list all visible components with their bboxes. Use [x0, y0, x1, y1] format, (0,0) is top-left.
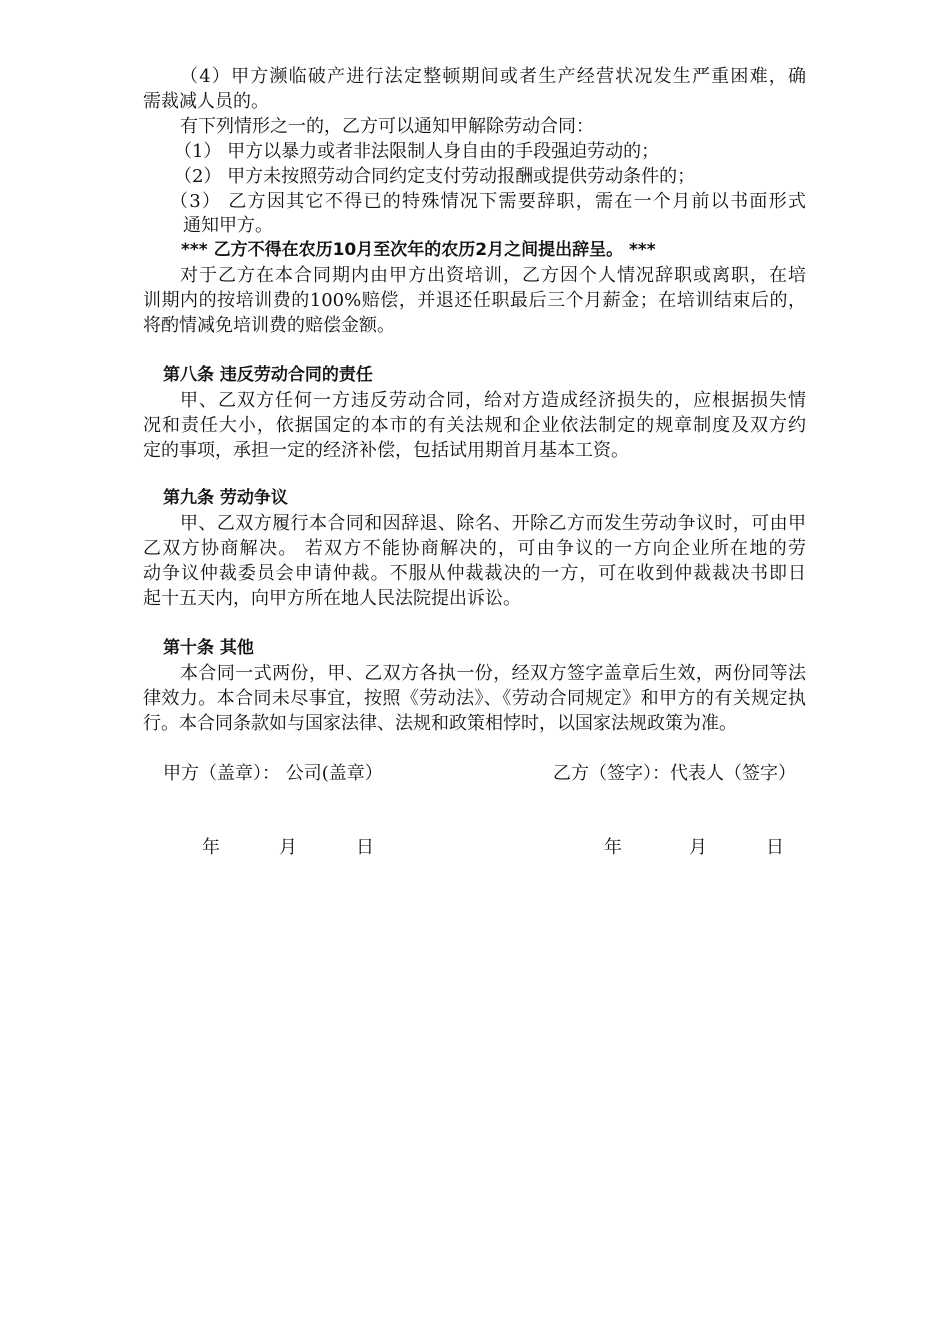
paragraph-line: 乙双方协商解决。 若双方不能协商解决的，可由争议的一方向企业所在地的劳	[143, 538, 806, 559]
paragraph-line: 甲、乙双方任何一方违反劳动合同，给对方造成经济损失的，应根据损失情	[180, 390, 806, 411]
paragraph-line: 有下列情形之一的，乙方可以通知甲解除劳动合同：	[180, 116, 594, 137]
list-item: （2） 甲方未按照劳动合同约定支付劳动报酬或提供劳动条件的；	[174, 166, 696, 187]
paragraph-line: 行。本合同条款如与国家法律、法规和政策相悖时，以国家法规政策为准。	[143, 713, 737, 734]
paragraph-line: 况和责任大小，依据国定的本市的有关法规和企业依法制定的规章制度及双方约	[143, 415, 806, 436]
resignation-notice: *** 乙方不得在农历10月至次年的农历2月之间提出辞呈。 ***	[181, 240, 656, 260]
list-item: （1） 甲方以暴力或者非法限制人身自由的手段强迫劳动的；	[174, 141, 660, 162]
paragraph-line: 训期内的按培训费的100%赔偿，并退还任职最后三个月薪金；在培训结束后的，	[143, 290, 806, 311]
article-9-heading: 第九条 劳动争议	[163, 488, 288, 508]
paragraph-line: 动争议仲裁委员会申请仲裁。不服从仲裁裁决的一方，可在收到仲裁裁决书即日	[143, 563, 806, 584]
list-item: 通知甲方。	[183, 215, 273, 236]
party-b-date-year: 年	[604, 837, 622, 858]
paragraph-line: 起十五天内，向甲方所在地人民法院提出诉讼。	[143, 588, 521, 609]
paragraph-line: 需裁减人员的。	[143, 91, 269, 112]
party-b-date-day: 日	[766, 837, 784, 858]
party-b-date-month: 月	[689, 837, 707, 858]
paragraph-line: 将酌情减免培训费的赔偿金额。	[143, 315, 395, 336]
party-a-signature-label: 甲方（盖章）： 公司(盖章）	[163, 763, 383, 784]
article-8-heading: 第八条 违反劳动合同的责任	[163, 365, 373, 385]
list-item: （3） 乙方因其它不得已的特殊情况下需要辞职，需在一个月前以书面形式	[170, 191, 806, 212]
party-a-date-day: 日	[356, 837, 374, 858]
party-b-signature-label: 乙方（签字）：代表人（签字）	[553, 763, 796, 784]
article-10-heading: 第十条 其他	[163, 638, 254, 658]
paragraph-line: 本合同一式两份，甲、乙双方各执一份，经双方签字盖章后生效，两份同等法	[180, 663, 806, 684]
paragraph-line: 律效力。本合同未尽事宜，按照《劳动法》、《劳动合同规定》和甲方的有关规定执	[143, 688, 806, 709]
party-a-date-year: 年	[202, 837, 220, 858]
paragraph-line: （4）甲方濒临破产进行法定整顿期间或者生产经营状况发生严重困难，确	[180, 66, 806, 87]
paragraph-line: 对于乙方在本合同期内由甲方出资培训，乙方因个人情况辞职或离职，在培	[180, 265, 806, 286]
party-a-date-month: 月	[279, 837, 297, 858]
paragraph-line: 定的事项，承担一定的经济补偿，包括试用期首月基本工资。	[143, 440, 629, 461]
paragraph-line: 甲、乙双方履行本合同和因辞退、除名、开除乙方而发生劳动争议时，可由甲	[180, 513, 806, 534]
